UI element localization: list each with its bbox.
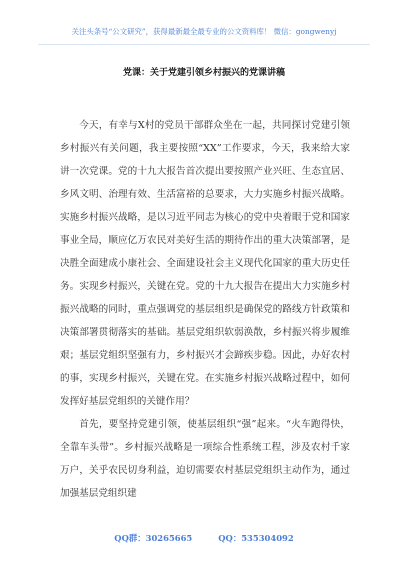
footer-qq-group: QQ群：30265665 — [114, 533, 193, 543]
footer-qq-contact: QQ：535304092 — [218, 533, 294, 543]
body-paragraph-1: 今天，有幸与X村的党员干部群众坐在一起，共同探讨党建引领乡村振兴有关问题，我主要按照“XX”工作要求，今天，我来给大家讲一次党课。党的十九大报告首次提出要按照产业兴旺、生态宜居、乡风文明、治理有效、生活富裕的总要求，大力实施乡村振兴战略。实施乡村振兴战略，是以习近平同志为核心的党中央着眼于党和国家事业全局，顺应亿万农民对美好生活的期待作出的重大决策部署，是决胜全面建成小康社会、全面建设社会主义现代化国家的重大历史任务。实现乡村振兴，关键在党。党的十九大报告在提出大力实施乡村振兴战略的同时，重点强调党的基层组织是确保党的路线方针政策和决策部署贯彻落实的基础。基层党组织软弱涣散，乡村振兴将步履维艰；基层党组织坚强有力，乡村振兴才会蹄疾步稳。因此，办好农村的事，实现乡村振兴，关键在党。在实施乡村振兴战略过程中，如何发挥好基层党组织的关键作用？ — [60, 120, 350, 407]
page-footer — [0, 532, 408, 544]
body-paragraph-2: 首先，要坚持党建引领，使基层组织“强”起来。“火车跑得快，全靠车头带”。乡村振兴战略是一项综合性系统工程，涉及农村千家万户，关乎农民切身利益，迫切需要农村基层党组织主动作为，通过加强基层党组织建 — [60, 419, 350, 499]
header-divider — [38, 44, 370, 45]
document-title: 党课：关于党建引领乡村振兴的党课讲稿 — [122, 68, 285, 78]
document-body — [60, 114, 350, 505]
page-header-banner: 关注头条号“公文研究”，获得最新最全最专业的公文资料库！ 微信：gongwenyj — [71, 27, 337, 36]
